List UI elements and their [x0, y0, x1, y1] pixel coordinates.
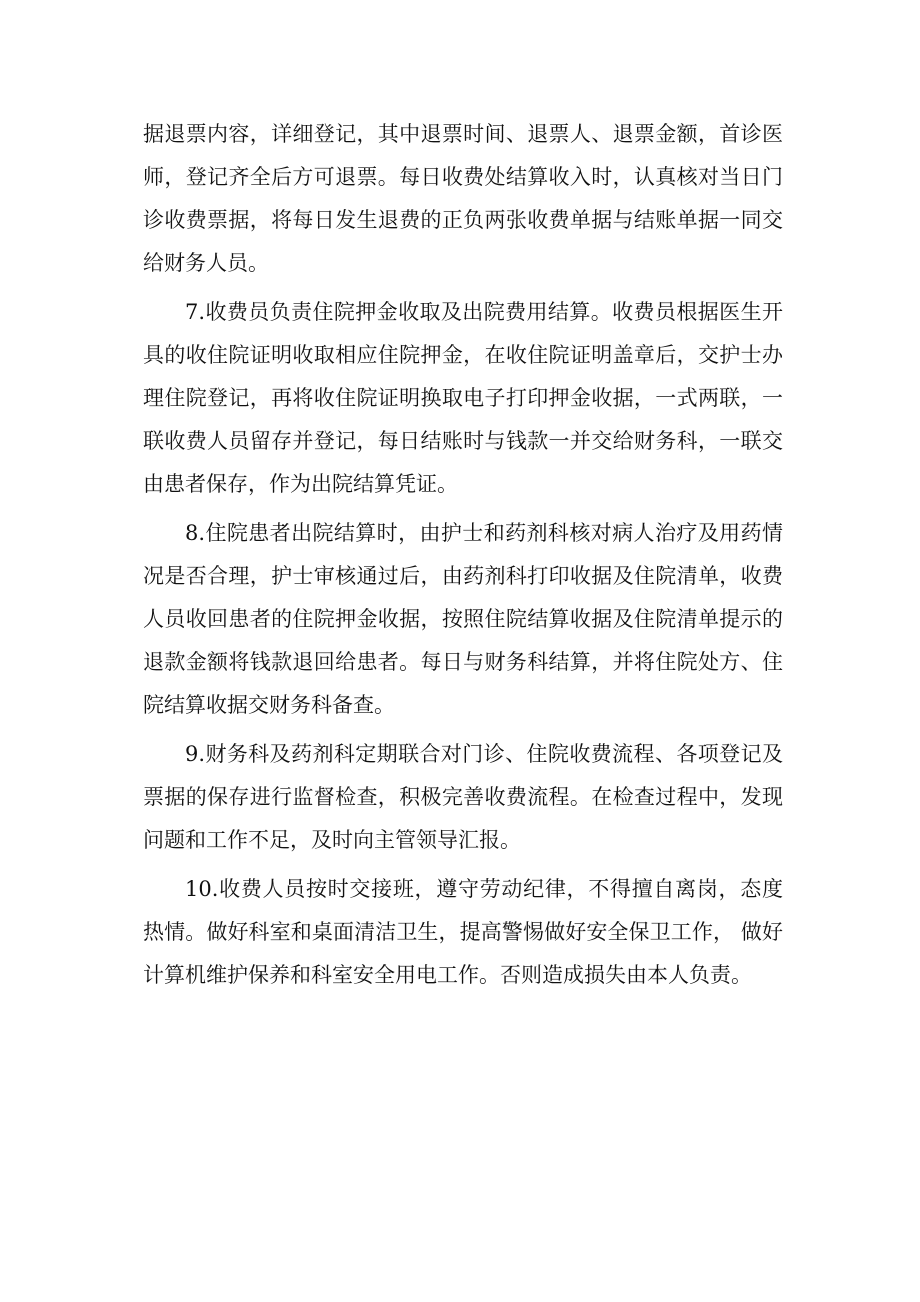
paragraph-item-9: 9.财务科及药剂科定期联合对门诊、住院收费流程、各项登记及票据的保存进行监督检查，积极完善收费流程。在检查过程中，发现问题和工作不足，及时向主管领导汇报。: [143, 742, 783, 852]
paragraph-item-10: 10.收费人员按时交接班，遵守劳动纪律，不得擅自离岗，态度热情。做好科室和桌面清洁卫生，提高警惕做好安全保卫工作， 做好计算机维护保养和科室安全用电工作。否则造成损失由本人负责。: [143, 877, 783, 987]
document-body: [143, 113, 783, 1003]
paragraph-item-7: 7.收费员负责住院押金收取及出院费用结算。收费员根据医生开具的收住院证明收取相应住院押金，在收住院证明盖章后，交护士办理住院登记，再将收住院证明换取电子打印押金收据，一式两联，一联收费人员留存并登记，每日结账时与钱款一并交给财务科，一联交由患者保存，作为出院结算凭证。: [143, 300, 783, 496]
paragraph-item-8: 8.住院患者出院结算时，由护士和药剂科核对病人治疗及用药情况是否合理，护士审核通过后，由药剂科打印收据及住院清单，收费人员收回患者的住院押金收据，按照住院结算收据及住院清单提示的退款金额将钱款退回给患者。每日与财务科结算，并将住院处方、住院结算收据交财务科备查。: [143, 521, 783, 717]
paragraph-continuation: 据退票内容，详细登记，其中退票时间、退票人、退票金额，首诊医师，登记齐全后方可退票。每日收费处结算收入时，认真核对当日门诊收费票据，将每日发生退费的正负两张收费单据与结账单据一同交给财务人员。: [143, 122, 783, 275]
